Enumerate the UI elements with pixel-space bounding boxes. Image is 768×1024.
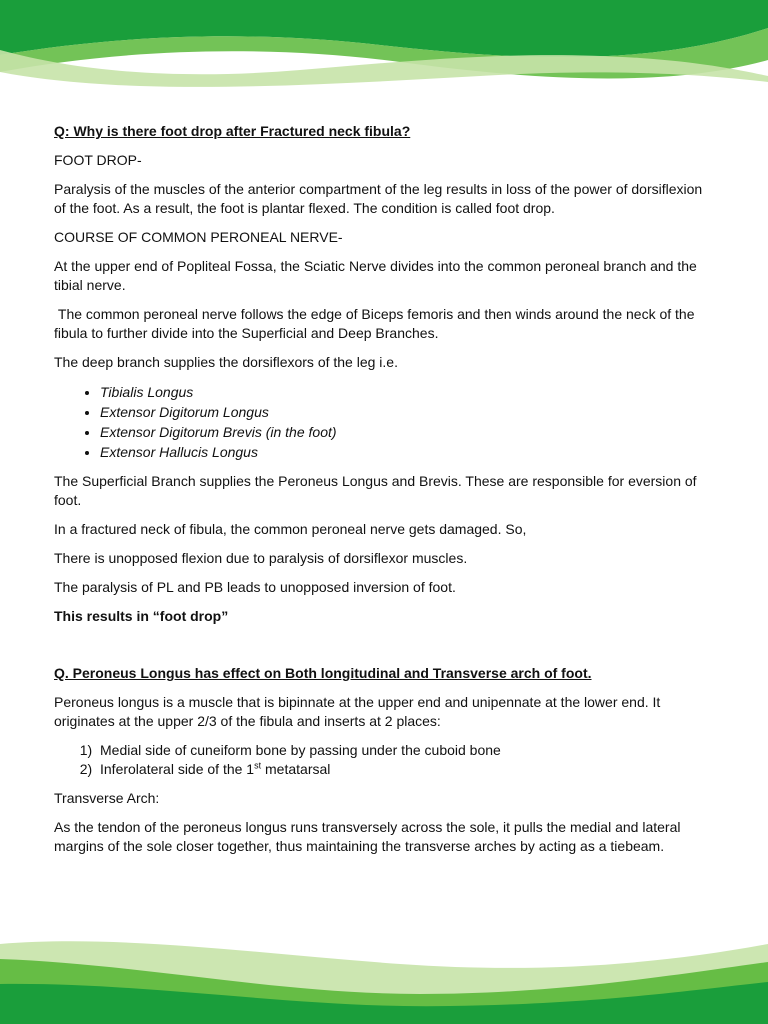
list-item: • Extensor Digitorum Brevis (in the foot) <box>100 422 714 442</box>
header-wave-decoration <box>0 0 768 100</box>
question-1-title: Q: Why is there foot drop after Fractured neck fibula? <box>54 123 411 139</box>
document-body <box>54 122 714 866</box>
course-heading: COURSE OF COMMON PERONEAL NERVE- <box>54 229 343 245</box>
flexion-paragraph: There is unopposed flexion due to paralysis of dorsiflexor muscles. <box>54 550 468 566</box>
list-item <box>100 760 714 779</box>
foot-drop-paragraph: Paralysis of the muscles of the anterior compartment of the leg results in loss of the power of dorsiflexion of the foot. As a result, the foot is plantar flexed. The condition is called foot drop. <box>54 181 703 216</box>
transverse-arch-heading: Transverse Arch: <box>54 790 160 806</box>
list-item: • Extensor Hallucis Longus <box>100 442 714 462</box>
insertion-2-prefix: Inferolateral side of the 1 <box>100 761 255 777</box>
fracture-paragraph: In a fractured neck of fibula, the common peroneal nerve gets damaged. So, <box>54 521 527 537</box>
insertion-2-suffix: metatarsal <box>261 761 331 777</box>
list-item: 1. Medial side of cuneiform bone by passing under the cuboid bone <box>100 741 714 760</box>
course-paragraph-1: At the upper end of Popliteal Fossa, the Sciatic Nerve divides into the common peroneal branch and the tibial nerve. <box>54 258 697 293</box>
foot-drop-heading: FOOT DROP- <box>54 152 142 168</box>
list-item: • Extensor Digitorum Longus <box>100 402 714 422</box>
footer-wave-decoration <box>0 924 768 1024</box>
inversion-paragraph: The paralysis of PL and PB leads to unopposed inversion of foot. <box>54 579 456 595</box>
ordinal-superscript: st <box>254 760 262 771</box>
deep-branch-paragraph: The deep branch supplies the dorsiflexors of the leg i.e. <box>54 354 398 370</box>
insertions-list <box>54 741 714 779</box>
dorsiflexors-list <box>54 382 714 462</box>
conclusion: This results in “foot drop” <box>54 608 229 624</box>
transverse-arch-paragraph: As the tendon of the peroneus longus runs transversely across the sole, it pulls the medial and lateral margins of the sole closer together, thus maintaining the transverse arches by acting as a tiebeam. <box>54 819 681 854</box>
peroneus-intro-paragraph: Peroneus longus is a muscle that is bipinnate at the upper end and unipennate at the lower end. It originates at the upper 2/3 of the fibula and inserts at 2 places: <box>54 694 661 729</box>
superficial-branch-paragraph: The Superficial Branch supplies the Peroneus Longus and Brevis. These are responsible for eversion of foot. <box>54 473 697 508</box>
question-2-title: Q. Peroneus Longus has effect on Both longitudinal and Transverse arch of foot. <box>54 665 592 681</box>
section-spacer <box>54 636 714 664</box>
course-paragraph-2: The common peroneal nerve follows the edge of Biceps femoris and then winds around the neck of the fibula to further divide into the Superficial and Deep Branches. <box>54 306 699 341</box>
list-item: • Tibialis Longus <box>100 382 714 402</box>
